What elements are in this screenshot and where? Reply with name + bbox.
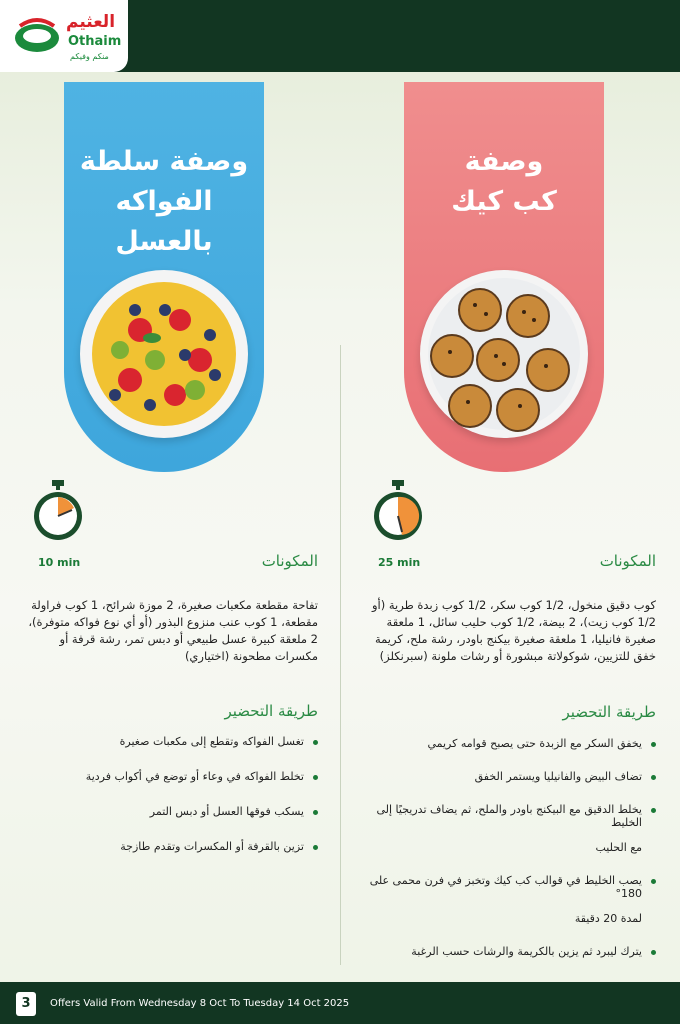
- bullet-dot-icon: [313, 775, 318, 780]
- bullet-dot-icon: [313, 845, 318, 850]
- brand-name-en: Othaim: [68, 34, 122, 49]
- cupcake-step-continuation: مع الحليب: [595, 841, 642, 854]
- brand-name-ar: العثيم: [66, 12, 116, 32]
- cupcake-step: [356, 803, 656, 854]
- cupcake-step: [356, 770, 656, 783]
- cupcake-step: [356, 945, 656, 958]
- cupcake-title-line1: وصفة: [464, 146, 544, 177]
- cupcake-step-text: يترك ليبرد ثم يزين بالكريمة والرشات حسب الرغبة: [411, 945, 642, 958]
- cupcake-ingredients-heading: المكونات: [599, 552, 656, 570]
- cupcake-method-heading: طريقة التحضير: [562, 703, 656, 721]
- cupcake-plate-image: [420, 270, 588, 438]
- fruit-salad-step: [18, 805, 318, 818]
- cupcake-title-line2: كب كيك: [451, 186, 557, 217]
- fruit-salad-step: [18, 735, 318, 748]
- fruit-salad-step: [18, 770, 318, 783]
- bullet-dot-icon: [651, 950, 656, 955]
- fruit-salad-time: 10 min: [38, 556, 81, 569]
- fruit-salad-step-text: تغسل الفواكه وتقطع إلى مكعبات صغيرة: [119, 735, 304, 748]
- brand-logo[interactable]: [0, 0, 128, 72]
- cupcake-step-continuation: لمدة 20 دقيقة: [574, 912, 642, 925]
- cupcake-step-text: يخفق السكر مع الزبدة حتى يصبح قوامه كريمي: [427, 737, 642, 750]
- othaim-logo-icon: [12, 16, 62, 54]
- cupcake-title: [404, 142, 604, 222]
- fruit-salad-step-text: يسكب فوقها العسل أو دبس التمر: [149, 805, 304, 818]
- fruit-salad-title: [64, 142, 264, 262]
- fruit-salad-ingredients: تفاحة مقطعة مكعبات صغيرة، 2 موزة شرائح، 1 كوب فراولة مقطعة، 1 كوب عنب منزوع البذور (أو أي نوع فواكه متوفرة)، 2 ملعقة كبيرة عسل طبيعي أو دبس تمر، رشة قرفة أو مكسرات مطحونة (اختياري): [28, 598, 318, 663]
- fruit-salad-step-text: تزين بالقرفة أو المكسرات وتقدم طازجة: [120, 840, 304, 853]
- cupcakes-icon: [420, 270, 588, 438]
- fruit-salad-bowl-image: [80, 270, 248, 438]
- fruit-salad-step: [18, 840, 318, 853]
- fruit-salad-title-line1: وصفة سلطة: [79, 146, 249, 177]
- cupcake-step-text: تضاف البيض والفانيليا ويستمر الخفق: [474, 770, 642, 783]
- cupcake-step: [356, 737, 656, 750]
- cupcake-step: [356, 874, 656, 925]
- fruit-salad-title-line2: الفواكه بالعسل: [115, 186, 213, 257]
- bullet-dot-icon: [651, 808, 656, 813]
- page-number: 3: [16, 992, 36, 1016]
- fruit-salad-step-text: تخلط الفواكه في وعاء أو توضع في أكواب فردية: [85, 770, 304, 783]
- bullet-dot-icon: [313, 810, 318, 815]
- bullet-dot-icon: [651, 742, 656, 747]
- fruit-salad-ingredients-heading: المكونات: [261, 552, 318, 570]
- bullet-dot-icon: [651, 879, 656, 884]
- cupcake-ingredients: كوب دقيق منخول، 1/2 كوب سكر، 1/2 كوب زبدة طرية (أو 1/2 كوب زيت)، 2 بيضة، 1/2 كوب حليب سائل، 1 ملعقة صغيرة فانيليا، 1 ملعقة صغيرة بيكنج باودر، رشة ملح، كريمة خفق للتزيين، شوكولاتة مبشورة أو رشات ملونة (سبرنكلز): [371, 598, 656, 663]
- timer-icon-fruit-salad: [32, 480, 84, 542]
- timer-icon-cupcake: [372, 480, 424, 542]
- fruit-salad-steps: [18, 735, 318, 875]
- bullet-dot-icon: [651, 775, 656, 780]
- cupcake-steps: [356, 737, 656, 978]
- column-divider: [340, 345, 341, 965]
- offer-validity-text: Offers Valid From Wednesday 8 Oct To Tuesday 14 Oct 2025: [50, 998, 350, 1009]
- brand-tagline: منكم وفيكم: [70, 52, 109, 61]
- cupcake-step-text: يخلط الدقيق مع البيكنج باودر والملح، ثم يضاف تدريجيًا إلى الخليط: [376, 803, 642, 829]
- cupcake-banner: [404, 82, 604, 472]
- bullet-dot-icon: [313, 740, 318, 745]
- fruit-bowl-icon: [80, 270, 248, 438]
- cupcake-time: 25 min: [378, 556, 421, 569]
- fruit-salad-method-heading: طريقة التحضير: [224, 702, 318, 720]
- fruit-salad-banner: [64, 82, 264, 472]
- cupcake-step-text: يصب الخليط في قوالب كب كيك وتخبز في فرن محمى على 180°: [369, 874, 642, 900]
